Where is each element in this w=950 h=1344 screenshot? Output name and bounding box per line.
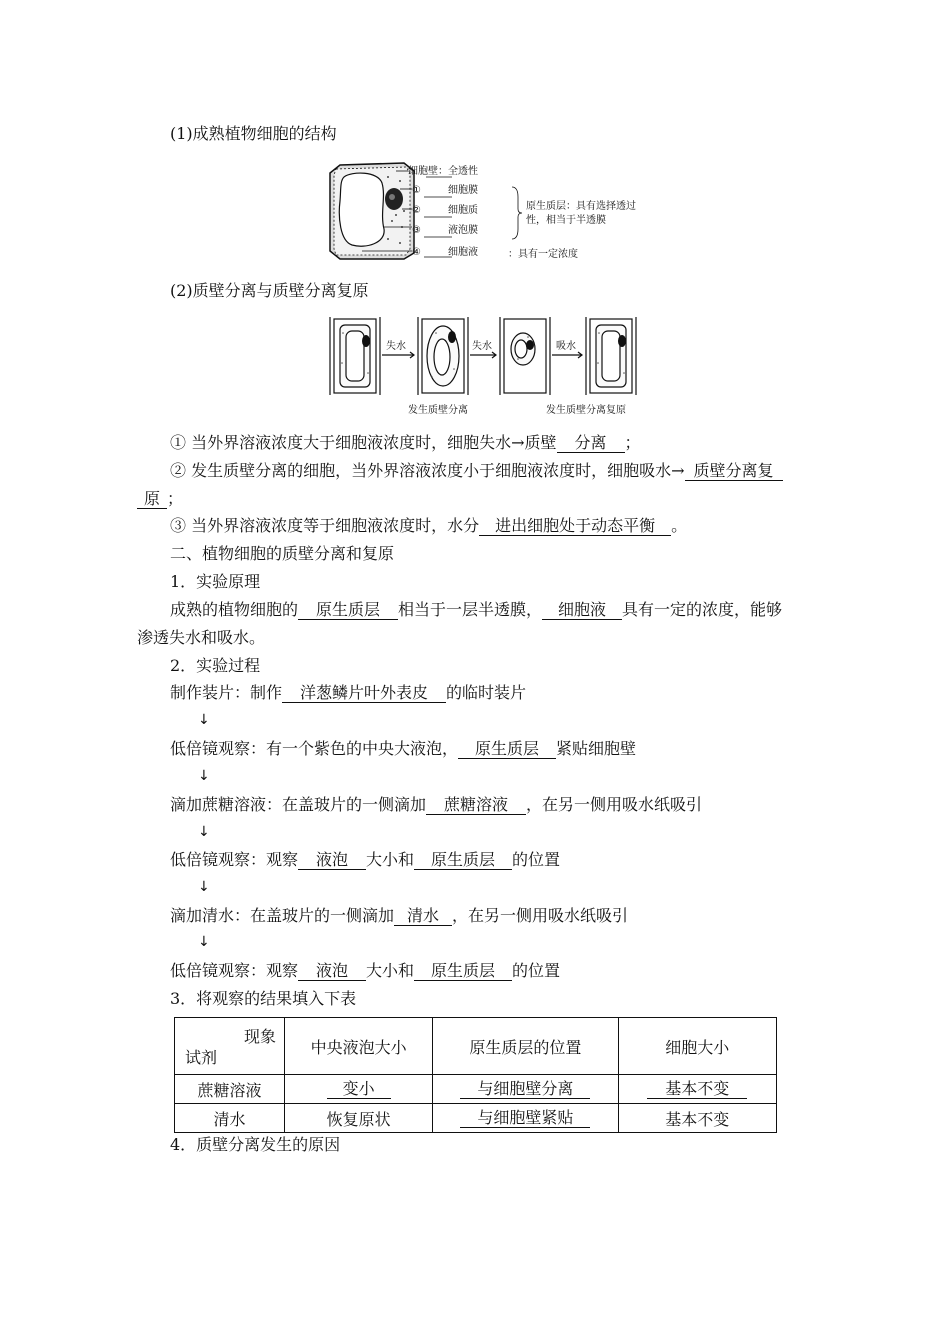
table-row: 清水 恢复原状 与细胞壁紧贴 基本不变 xyxy=(175,1104,777,1133)
section-heading-structure: (1)成熟植物细胞的结构 xyxy=(170,124,337,143)
plant-cell-structure-figure xyxy=(322,157,662,267)
vacuole-membrane-label: 液泡膜 xyxy=(448,225,478,236)
blank-recovery-a: 质壁分离复 xyxy=(685,462,783,481)
arrow-label-1: 失水 xyxy=(386,341,406,352)
step-3: 滴加蔗糖溶液：在盖玻片的一侧滴加 蔗糖溶液 ，在另一侧用吸水纸吸引 xyxy=(170,795,703,814)
layer-note-2: 性，相当于半透膜 xyxy=(526,215,606,226)
blank-vacuole-2: 液泡 xyxy=(298,962,366,981)
num-3: ③ xyxy=(412,225,421,236)
blank-vacuole: 液泡 xyxy=(298,851,366,870)
process-title: 2．实验过程 xyxy=(170,656,261,675)
blank-water: 清水 xyxy=(394,907,452,926)
step-4: 低倍镜观察：观察 液泡 大小和 原生质层 的位置 xyxy=(170,850,561,869)
blank-recovery-b: 原 xyxy=(137,490,167,509)
observation-table xyxy=(174,1017,777,1133)
cell-sap-label: 细胞液 xyxy=(448,247,478,258)
cell-wall-label: 细胞壁：全透性 xyxy=(408,166,478,177)
header-layer: 原生质层的位置 xyxy=(433,1018,618,1075)
down-arrow-icon: ↓ xyxy=(198,712,210,728)
caption-plasmolysis: 发生质壁分离 xyxy=(408,405,468,416)
reason-title: 4．质壁分离发生的原因 xyxy=(170,1135,341,1154)
caption-recovery: 发生质壁分离复原 xyxy=(546,405,626,416)
blank-step2-layer: 原生质层 xyxy=(458,740,556,759)
num-2: ② xyxy=(412,205,421,216)
step-2: 低倍镜观察：有一个紫色的中央大液泡， 原生质层 紧贴细胞壁 xyxy=(170,739,637,758)
principle-line-2: 渗透失水和吸水。 xyxy=(137,628,266,647)
blank-step6-layer: 原生质层 xyxy=(414,962,512,981)
table-title: 3．将观察的结果填入下表 xyxy=(170,989,357,1008)
blank-onion-epidermis: 洋葱鳞片叶外表皮 xyxy=(282,684,446,703)
blank-balance: 进出细胞处于动态平衡 xyxy=(479,517,671,536)
header-vacuole: 中央液泡大小 xyxy=(285,1018,433,1075)
corner-cell: 现象 试剂 xyxy=(175,1018,285,1075)
principle-line-1: 成熟的植物细胞的 原生质层 相当于一层半透膜， 细胞液 具有一定的浓度，能够 xyxy=(170,600,783,619)
header-cell-size: 细胞大小 xyxy=(618,1018,776,1075)
part2-title: 二、植物细胞的质壁分离和复原 xyxy=(170,544,395,563)
blank-protoplast-layer: 原生质层 xyxy=(298,601,398,620)
down-arrow-icon: ↓ xyxy=(198,824,210,840)
point-3: ③ 当外界溶液浓度等于细胞液浓度时，水分 进出细胞处于动态平衡 。 xyxy=(170,516,688,535)
num-4: ④ xyxy=(412,247,421,258)
plasmolysis-figure xyxy=(328,313,638,419)
point-2: ② 发生质壁分离的细胞，当外界溶液浓度小于细胞液浓度时，细胞吸水→ 质壁分离复 xyxy=(170,461,783,481)
blank-sucrose: 蔗糖溶液 xyxy=(426,796,526,815)
cell-sap-note: ：具有一定浓度 xyxy=(508,249,578,260)
cytoplasm-label: 细胞质 xyxy=(448,205,478,216)
blank-step4-layer: 原生质层 xyxy=(414,851,512,870)
down-arrow-icon: ↓ xyxy=(198,879,210,895)
step-5: 滴加清水：在盖玻片的一侧滴加 清水 ，在另一侧用吸水纸吸引 xyxy=(170,906,629,925)
blank-cell-sap: 细胞液 xyxy=(542,601,622,620)
down-arrow-icon: ↓ xyxy=(198,934,210,950)
section-heading-plasmolysis: (2)质壁分离与质壁分离复原 xyxy=(170,281,369,300)
table-row: 蔗糖溶液 变小 与细胞壁分离 基本不变 xyxy=(175,1075,777,1104)
membrane-label: 细胞膜 xyxy=(448,185,478,196)
principle-title: 1．实验原理 xyxy=(170,572,261,591)
step-1: 制作装片：制作 洋葱鳞片叶外表皮 的临时装片 xyxy=(170,683,527,702)
point-1: ① 当外界溶液浓度大于细胞液浓度时，细胞失水→质壁 分离 ； xyxy=(170,433,641,452)
arrow-label-3: 吸水 xyxy=(556,341,576,352)
step-6: 低倍镜观察：观察 液泡 大小和 原生质层 的位置 xyxy=(170,961,561,980)
down-arrow-icon: ↓ xyxy=(198,768,210,784)
layer-note-1: 原生质层：具有选择透过 xyxy=(526,201,636,212)
arrow-label-2: 失水 xyxy=(472,341,492,352)
blank-separation: 分离 xyxy=(557,434,625,453)
num-1: ① xyxy=(412,185,421,196)
point-2-cont: 原 ； xyxy=(137,489,183,509)
